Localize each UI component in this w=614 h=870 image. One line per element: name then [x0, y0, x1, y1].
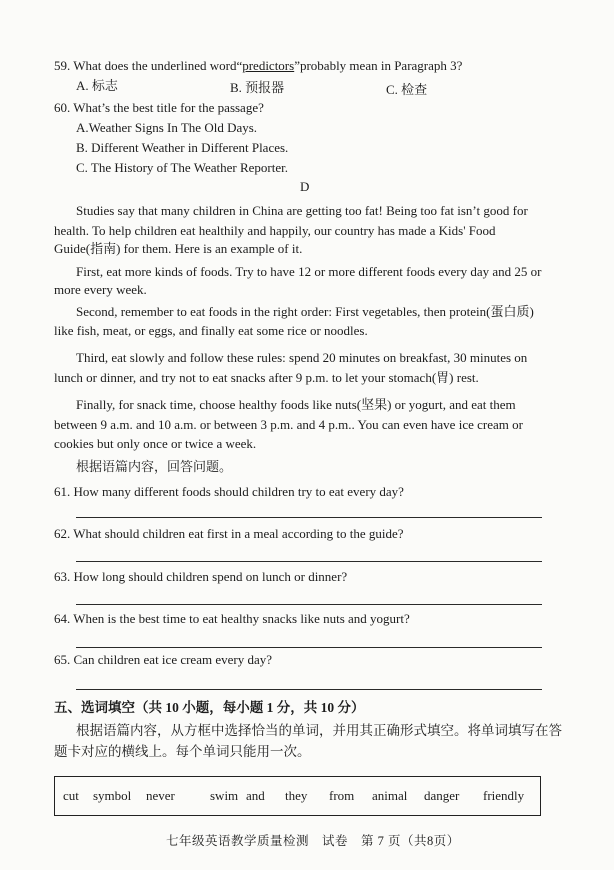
passage-line: between 9 a.m. and 10 a.m. or between 3 p.m. and 4 p.m.. You can even have ice cream or — [54, 417, 523, 432]
passage-line: lunch or dinner, and try not to eat snacks after 9 p.m. to let your stomach(胃) rest. — [54, 370, 479, 385]
passage-line: more every week. — [54, 282, 147, 297]
passage-line: Studies say that many children in China are getting too fat! Being too fat isn’t good for — [76, 203, 528, 218]
word-bank-item: cut — [63, 788, 79, 803]
q59-stem: 59. What does the underlined word“predictors”probably mean in Paragraph 3? — [54, 58, 463, 73]
word-bank-item: never — [146, 788, 175, 803]
section-heading: 五、选词填空（共 10 小题，每小题 1 分，共 10 分） — [54, 700, 365, 715]
word-bank-item: swim — [210, 788, 239, 803]
question-64: 64. When is the best time to eat healthy snacks like nuts and yogurt? — [54, 611, 410, 626]
passage-line: Finally, for snack time, choose healthy foods like nuts(坚果) or yogurt, and eat them — [76, 397, 516, 412]
q60-option-c: C. The History of The Weather Reporter. — [76, 160, 288, 175]
word-bank-box — [54, 776, 541, 816]
word-bank-item: danger — [424, 788, 460, 803]
q59-option-b: B. 预报器 — [230, 80, 285, 95]
question-63: 63. How long should children spend on lunch or dinner? — [54, 569, 348, 584]
question-61: 61. How many different foods should children try to eat every day? — [54, 484, 404, 499]
word-bank-item: friendly — [483, 788, 525, 803]
answer-line-64[interactable] — [76, 647, 542, 648]
answer-line-63[interactable] — [76, 604, 542, 605]
passage-line: First, eat more kinds of foods. Try to have 12 or more different foods every day and 25 or — [76, 264, 542, 279]
section-instruction: 根据语篇内容，从方框中选择恰当的单词，并用其正确形式填空。将单词填写在答 — [76, 723, 562, 738]
q60-option-a: A.Weather Signs In The Old Days. — [76, 120, 258, 135]
word-bank-item: from — [329, 788, 355, 803]
passage-instruction: 根据语篇内容，回答问题。 — [76, 459, 233, 474]
passage-line: Guide(指南) for them. Here is an example of it. — [54, 241, 303, 256]
passage-line: Second, remember to eat foods in the right order: First vegetables, then protein(蛋白质) — [76, 304, 534, 319]
word-bank-item: and — [246, 788, 265, 803]
answer-line-62[interactable] — [76, 561, 542, 562]
passage-label: D — [300, 179, 310, 194]
q60-stem: 60. What’s the best title for the passage? — [54, 100, 264, 115]
passage-line: cookies but only once or twice a week. — [54, 436, 257, 451]
underlined-word: predictors — [242, 58, 295, 73]
passage-line: Third, eat slowly and follow these rules: spend 20 minutes on breakfast, 30 minutes on — [76, 350, 528, 365]
q60-option-b: B. Different Weather in Different Places. — [76, 140, 289, 155]
answer-line-65[interactable] — [76, 689, 542, 690]
word-bank-item: symbol — [93, 788, 132, 803]
q59-option-a: A. 标志 — [76, 78, 118, 93]
question-62: 62. What should children eat first in a meal according to the guide? — [54, 526, 404, 541]
page-footer: 七年级英语教学质量检测 试卷 第 7 页（共8页） — [166, 834, 460, 848]
answer-line-61[interactable] — [76, 517, 542, 518]
passage-line: health. To help children eat healthily and happily, our country has made a Kids' Food — [54, 223, 496, 238]
passage-line: like fish, meat, or eggs, and finally eat some rice or noodles. — [54, 323, 368, 338]
section-instruction: 题卡对应的横线上。每个单词只能用一次。 — [54, 744, 311, 759]
word-bank-item: they — [285, 788, 308, 803]
q59-option-c: C. 检查 — [386, 82, 428, 97]
question-65: 65. Can children eat ice cream every day? — [54, 652, 272, 667]
word-bank-item: animal — [372, 788, 408, 803]
